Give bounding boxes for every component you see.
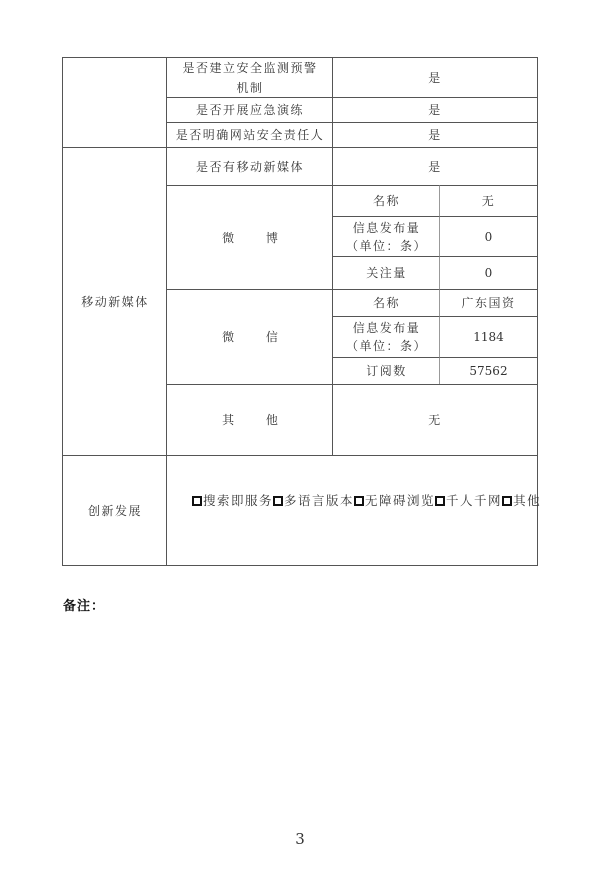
weixin-subscribers-label: 订阅数 [332,357,440,384]
row-label-drill: 是否开展应急演练 [166,97,333,122]
checkbox-personalized[interactable] [435,496,445,506]
weibo-followers-value: 0 [439,256,538,289]
weibo-posts-value: 0 [439,216,538,256]
other-value-cell: 无 [332,384,538,455]
weixin-name-label: 名称 [332,289,440,316]
weibo-posts-label: 信息发布量 （单位：条） [332,216,440,256]
weibo-name-label: 名称 [332,185,440,216]
row-value-monitoring: 是 [332,57,538,97]
weixin-label: 微 信 [222,330,292,344]
section-cell-mobile-media [62,147,167,455]
section-cell-security-top [62,57,167,147]
innovation-options: 搜索即服务 多语言版本 无障碍浏览 千人千网 其他 [192,491,541,511]
innovation-options-cell [166,455,542,566]
weixin-posts-value: 1184 [439,316,538,357]
weixin-subscribers-value: 57562 [439,357,538,384]
weixin-posts-label: 信息发布量 （单位：条） [332,316,440,357]
note-label: 备注： [63,599,106,614]
weibo-name-value: 无 [439,185,538,216]
weibo-label: 微 博 [222,230,292,245]
innovation-section-label: 创新发展 [87,503,142,518]
page-number: 3 [295,830,305,848]
checkbox-search-service[interactable] [192,496,202,506]
weibo-label-cell [166,185,333,289]
checkbox-accessibility[interactable] [354,496,364,506]
other-label-cell [166,384,333,455]
row-value-responsible: 是 [332,122,538,147]
row-label-has-media: 是否有移动新媒体 [166,147,333,185]
section-cell-innovation [62,455,167,566]
checkbox-other[interactable] [502,496,512,506]
row-label-monitoring: 是否建立安全监测预警 机制 [166,57,333,97]
row-label-responsible: 是否明确网站安全责任人 [166,122,333,147]
row-value-drill: 是 [332,97,538,122]
mobile-media-section-label: 移动新媒体 [81,294,149,309]
other-label: 其 他 [222,413,292,427]
weixin-name-value: 广东国资 [439,289,538,316]
row-value-has-media: 是 [332,147,538,185]
weibo-followers-label: 关注量 [332,256,440,289]
weixin-label-cell [166,289,333,384]
checkbox-multilingual[interactable] [273,496,283,506]
